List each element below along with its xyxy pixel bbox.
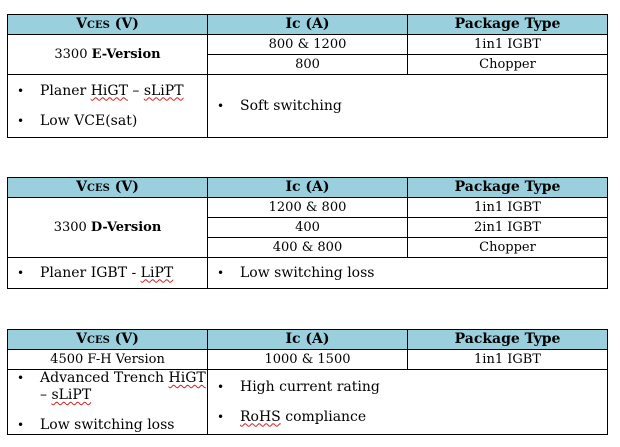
feature-text-part: Advanced Trench bbox=[40, 370, 169, 386]
features-right bbox=[208, 75, 608, 138]
features-left bbox=[8, 75, 208, 138]
spec-table-4500-fh bbox=[7, 329, 608, 435]
header-vces: VCES (V) bbox=[8, 330, 208, 350]
header-ic: Ic (A) bbox=[208, 15, 408, 35]
version-cell: 3300 D-Version bbox=[8, 198, 208, 258]
ic-cell: 400 & 800 bbox=[208, 238, 408, 258]
header-ic: Ic (A) bbox=[208, 178, 408, 198]
version-cell: 3300 E-Version bbox=[8, 35, 208, 75]
feature-item bbox=[208, 379, 607, 396]
feature-text-part: Low VCE(sat) bbox=[40, 112, 138, 129]
ic-cell: 400 bbox=[208, 218, 408, 238]
bullet-icon: • bbox=[17, 418, 25, 432]
version-cell: 4500 F-H Version bbox=[8, 350, 208, 370]
feature-item bbox=[8, 417, 207, 434]
feature-text-part: Low switching loss bbox=[40, 417, 175, 433]
feature-text-part: – bbox=[40, 387, 52, 403]
feature-text-part: sLiPT bbox=[143, 82, 184, 99]
package-cell: 1in1 IGBT bbox=[408, 35, 608, 55]
header-ic: Ic (A) bbox=[208, 330, 408, 350]
bullet-icon: • bbox=[17, 83, 25, 98]
feature-list bbox=[208, 379, 607, 426]
package-cell: Chopper bbox=[408, 55, 608, 75]
features-right bbox=[208, 258, 608, 289]
feature-text-part: HiGT bbox=[168, 370, 206, 386]
feature-text-part: sLiPT bbox=[51, 387, 92, 403]
features-row bbox=[8, 370, 608, 435]
header-row bbox=[8, 178, 608, 198]
feature-text-part: Planer IGBT - bbox=[40, 264, 141, 281]
feature-item bbox=[8, 370, 207, 404]
feature-list bbox=[208, 98, 607, 115]
bullet-icon: • bbox=[217, 379, 225, 394]
feature-text-part: HiGT bbox=[90, 82, 128, 99]
bullet-icon: • bbox=[217, 98, 225, 113]
feature-item bbox=[208, 265, 607, 282]
feature-list bbox=[8, 370, 207, 434]
feature-item bbox=[208, 409, 607, 426]
features-left bbox=[8, 370, 208, 435]
feature-text-part: – bbox=[127, 82, 144, 99]
feature-list bbox=[208, 265, 607, 282]
feature-item bbox=[8, 265, 207, 282]
features-row bbox=[8, 75, 608, 138]
header-row bbox=[8, 15, 608, 35]
feature-item bbox=[8, 83, 207, 100]
ic-cell: 1200 & 800 bbox=[208, 198, 408, 218]
package-cell: 1in1 IGBT bbox=[408, 350, 608, 370]
table-row bbox=[8, 350, 608, 370]
feature-text-part: Soft switching bbox=[240, 97, 342, 114]
feature-text-part: compliance bbox=[280, 408, 367, 425]
table-row bbox=[8, 198, 608, 218]
spec-table-3300-e bbox=[7, 14, 608, 138]
feature-text-part: LiPT bbox=[140, 264, 174, 281]
feature-item bbox=[8, 113, 207, 130]
features-right bbox=[208, 370, 608, 435]
header-row bbox=[8, 330, 608, 350]
spec-table-3300-d bbox=[7, 177, 608, 289]
bullet-icon: • bbox=[17, 113, 25, 128]
feature-text-part: High current rating bbox=[240, 378, 380, 395]
bullet-icon: • bbox=[17, 265, 25, 280]
bullet-icon: • bbox=[17, 371, 25, 385]
package-cell: Chopper bbox=[408, 238, 608, 258]
bullet-icon: • bbox=[217, 409, 225, 424]
feature-item bbox=[208, 98, 607, 115]
feature-text-part: Low switching loss bbox=[240, 264, 375, 281]
feature-text-part: Planer bbox=[40, 82, 91, 99]
features-left bbox=[8, 258, 208, 289]
feature-text-part: RoHS bbox=[240, 408, 281, 425]
package-cell: 1in1 IGBT bbox=[408, 198, 608, 218]
ic-cell: 800 bbox=[208, 55, 408, 75]
table-row bbox=[8, 35, 608, 55]
header-vces: VCES (V) bbox=[8, 178, 208, 198]
header-package: Package Type bbox=[408, 15, 608, 35]
feature-list bbox=[8, 83, 207, 130]
ic-cell: 1000 & 1500 bbox=[208, 350, 408, 370]
header-vces: VCES (V) bbox=[8, 15, 208, 35]
features-row bbox=[8, 258, 608, 289]
feature-list bbox=[8, 265, 207, 282]
bullet-icon: • bbox=[217, 265, 225, 280]
header-package: Package Type bbox=[408, 178, 608, 198]
header-package: Package Type bbox=[408, 330, 608, 350]
ic-cell: 800 & 1200 bbox=[208, 35, 408, 55]
package-cell: 2in1 IGBT bbox=[408, 218, 608, 238]
